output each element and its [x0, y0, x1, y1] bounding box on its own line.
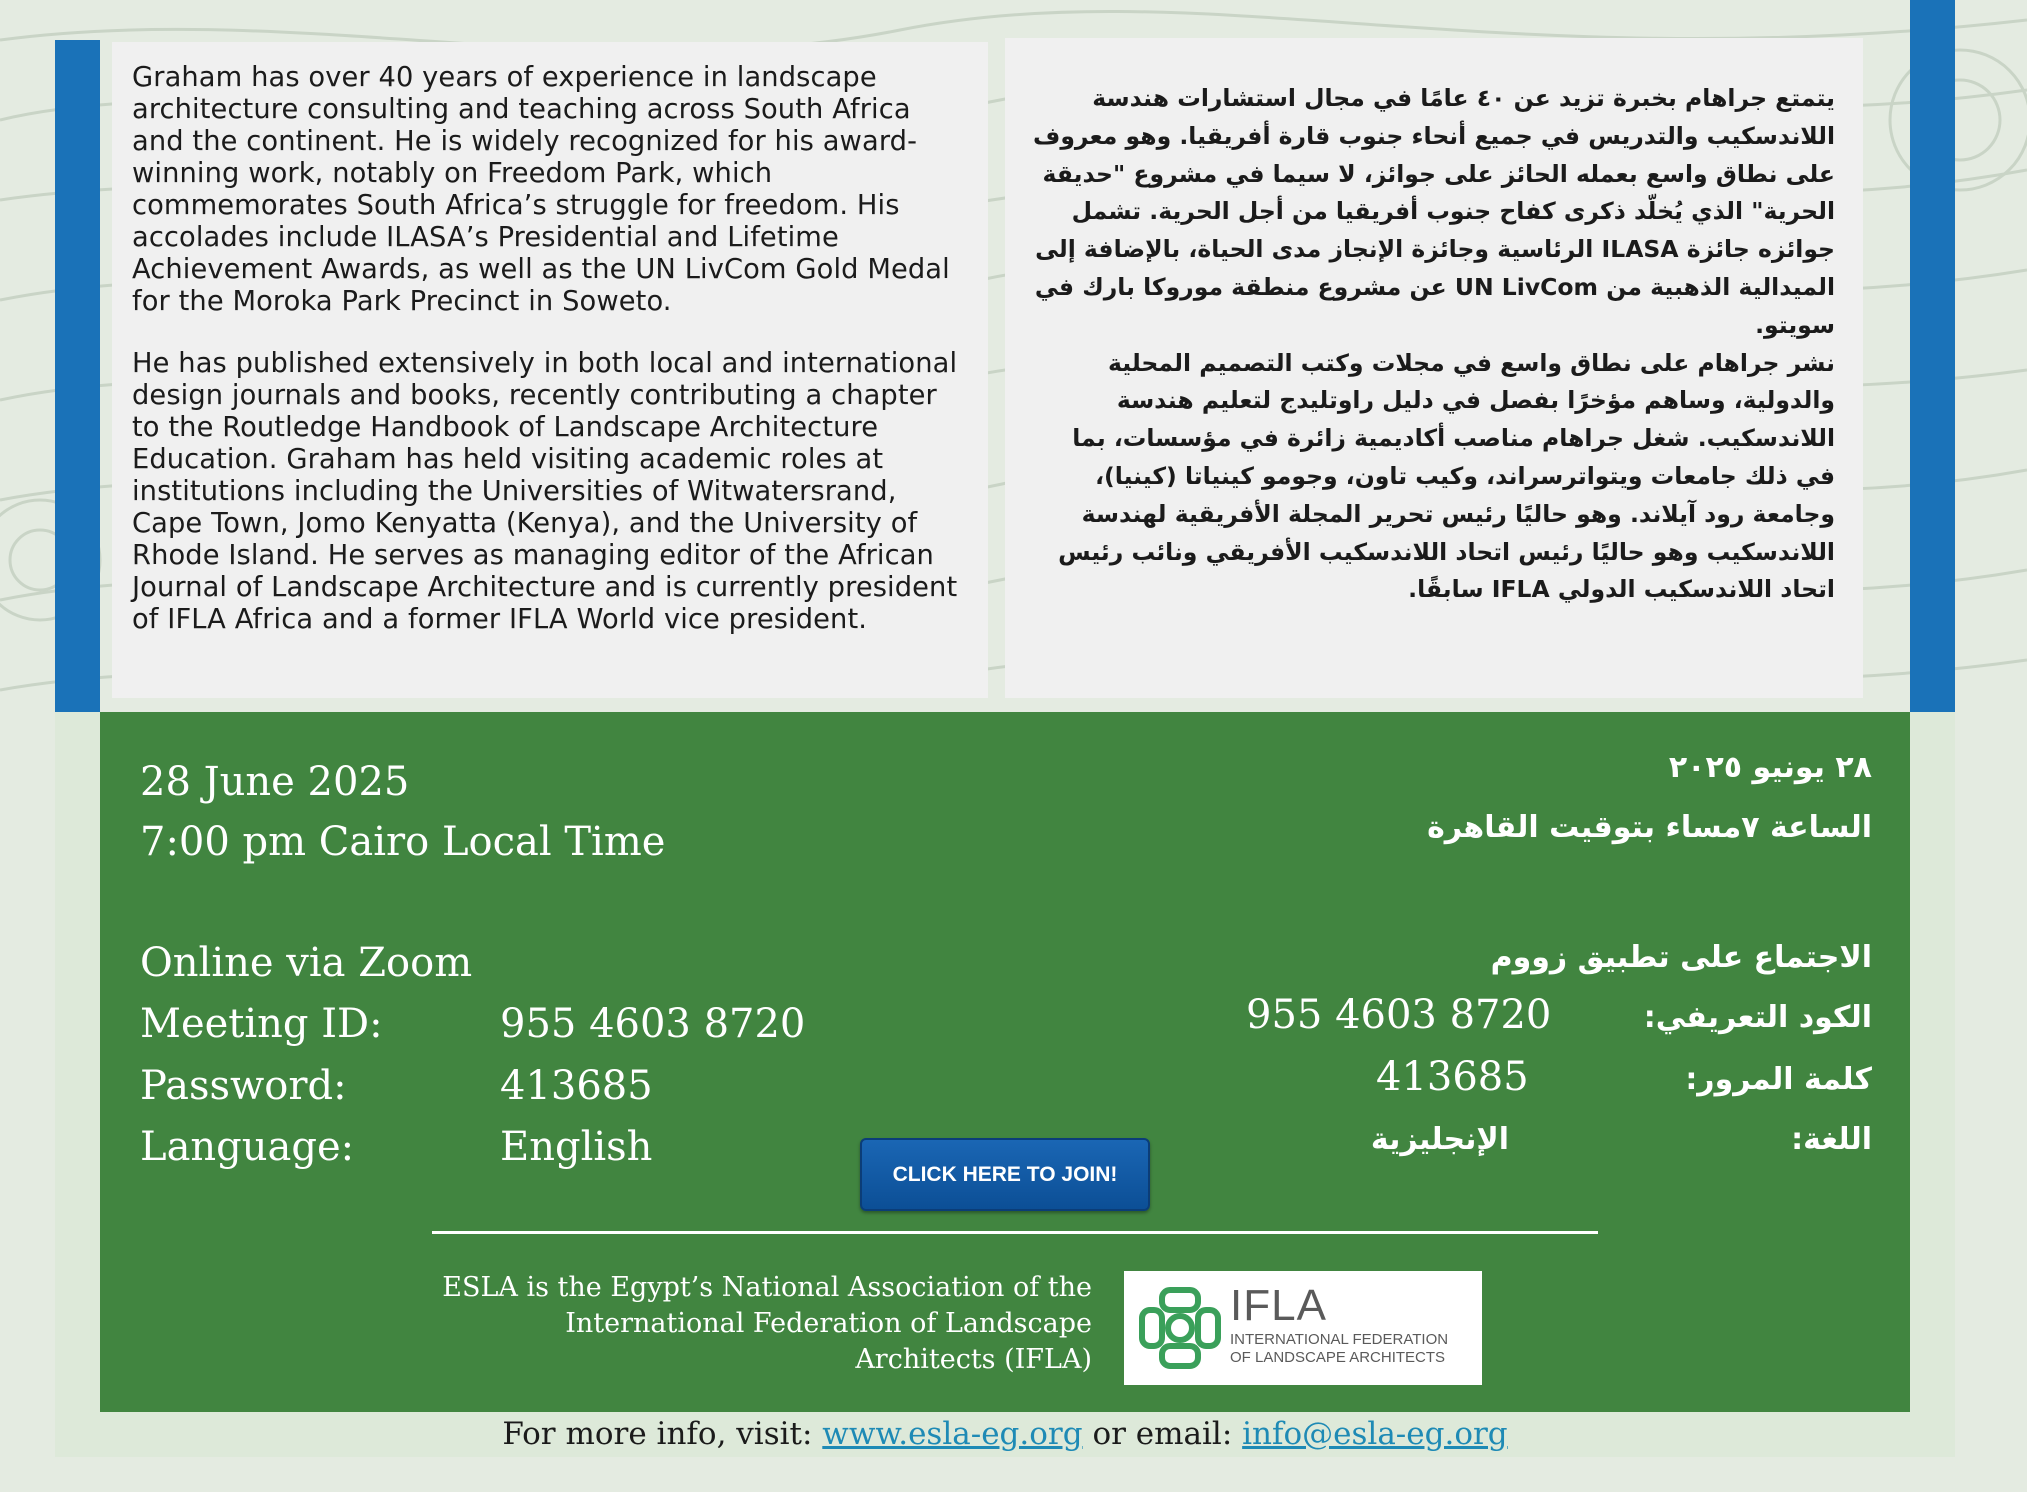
join-meeting-button[interactable]: CLICK HERE TO JOIN! [860, 1138, 1150, 1211]
bio-en-paragraph-2: He has published extensively in both local and international design journals and books, recently contributing a chapter to the Routledge Handbook of Landscape Architecture Education. Graham has held visiting academic roles at institutions including the Universities of Witwatersrand, Cape Town, Jomo Kenyatta (Kenya), and the University of Rhode Island. He serves as managing editor of the African Journal of Landscape Architecture and is currently president of IFLA Africa and a former IFLA World vice president. [132, 348, 958, 635]
esla-statement: ESLA is the Egypt’s National Association of the International Federation of Landscape Architects (IFLA) [442, 1272, 1092, 1375]
password-label-ar: كلمة المرور: [1685, 1062, 1872, 1097]
footer-prefix: For more info, visit: [502, 1416, 813, 1452]
event-date-en: 28 June 2025 [140, 759, 410, 805]
footer-contact [55, 1412, 1955, 1457]
bio-ar-paragraph-2: نشر جراهام على نطاق واسع في مجلات وكتب التصميم المحلية والدولية، وساهم مؤخرًا بفصل في دليل راوتليدج لتعليم هندسة اللاندسكيب. شغل جراهام مناصب أكاديمية زائرة في مؤسسات، بما في ذلك جامعات ويتواترسراند، وكيب تاون، وجومو كينياتا (كينيا)، وجامعة رود آيلاند. وهو حاليًا رئيس تحرير المجلة الأفريقية لهندسة اللاندسكيب وهو حاليًا رئيس اتحاد اللاندسكيب الأفريقي ونائب رئيس اتحاد اللاندسكيب الدولي IFLA سابقًا. [1058, 348, 1835, 604]
website-link[interactable]: www.esla-eg.org [822, 1416, 1083, 1452]
right-light-band [1910, 712, 1955, 1412]
language-label-en: Language: [140, 1124, 355, 1170]
language-value-ar: الإنجليزية [1370, 1122, 1509, 1157]
meeting-id-value-ar: 955 4603 8720 [1246, 992, 1552, 1038]
meeting-id-value-en: 955 4603 8720 [500, 1001, 806, 1047]
ifla-emblem-icon [1138, 1286, 1222, 1370]
divider-line [432, 1231, 1598, 1234]
language-value-en: English [500, 1124, 653, 1170]
right-accent-bar [1910, 0, 1955, 712]
event-date-ar: ٢٨ يونيو ٢٠٢٥ [1668, 750, 1872, 785]
bio-ar-paragraph-1: يتمتع جراهام بخبرة تزيد عن ٤٠ عامًا في مجال استشارات هندسة اللاندسكيب والتدريس في جميع أنحاء جنوب قارة أفريقيا. وهو معروف على نطاق واسع بعمله الحائز على جوائز، لا سيما في مشروع "حديقة الحرية" الذي يُخلّد ذكرى كفاح جنوب أفريقيا من أجل الحرية. تشمل جوائزه جائزة ILASA الرئاسية وجائزة الإنجاز مدى الحياة، بالإضافة إلى الميدالية الذهبية من UN LivCom عن مشروع منطقة موروكا بارك في سويتو. [1033, 84, 1835, 339]
email-link[interactable]: info@esla-eg.org [1242, 1416, 1508, 1452]
left-light-band [55, 712, 100, 1457]
meeting-id-label-ar: الكود التعريفي: [1643, 1000, 1872, 1035]
ifla-logo-title: IFLA [1230, 1281, 1327, 1330]
language-label-ar: اللغة: [1791, 1122, 1872, 1157]
event-venue-ar: الاجتماع على تطبيق زووم [1490, 940, 1872, 975]
bio-arabic [1005, 38, 1863, 698]
ifla-logo [1124, 1271, 1482, 1385]
event-time-en: 7:00 pm Cairo Local Time [140, 819, 666, 865]
password-value-en: 413685 [500, 1063, 653, 1109]
event-time-ar: الساعة ٧مساء بتوقيت القاهرة [1427, 810, 1872, 845]
bio-en-paragraph-1: Graham has over 40 years of experience in landscape architecture consulting and teaching across South Africa and the continent. He is widely recognized for his award-winning work, notably on Freedom Park, which commemorates South Africa’s struggle for freedom. His accolades include ILASA’s Presidential and Lifetime Achievement Awards, as well as the UN LivCom Gold Medal for the Moroka Park Precinct in Soweto. [132, 62, 950, 317]
footer-middle: or email: [1092, 1416, 1233, 1452]
left-accent-bar [55, 40, 100, 712]
password-value-ar: 413685 [1376, 1054, 1529, 1100]
password-label-en: Password: [140, 1063, 347, 1109]
event-venue-en: Online via Zoom [140, 940, 473, 986]
ifla-logo-subtitle: INTERNATIONAL FEDERATION OF LANDSCAPE ARCHITECTS [1230, 1331, 1449, 1366]
meeting-id-label-en: Meeting ID: [140, 1001, 383, 1047]
bio-english [112, 42, 988, 698]
